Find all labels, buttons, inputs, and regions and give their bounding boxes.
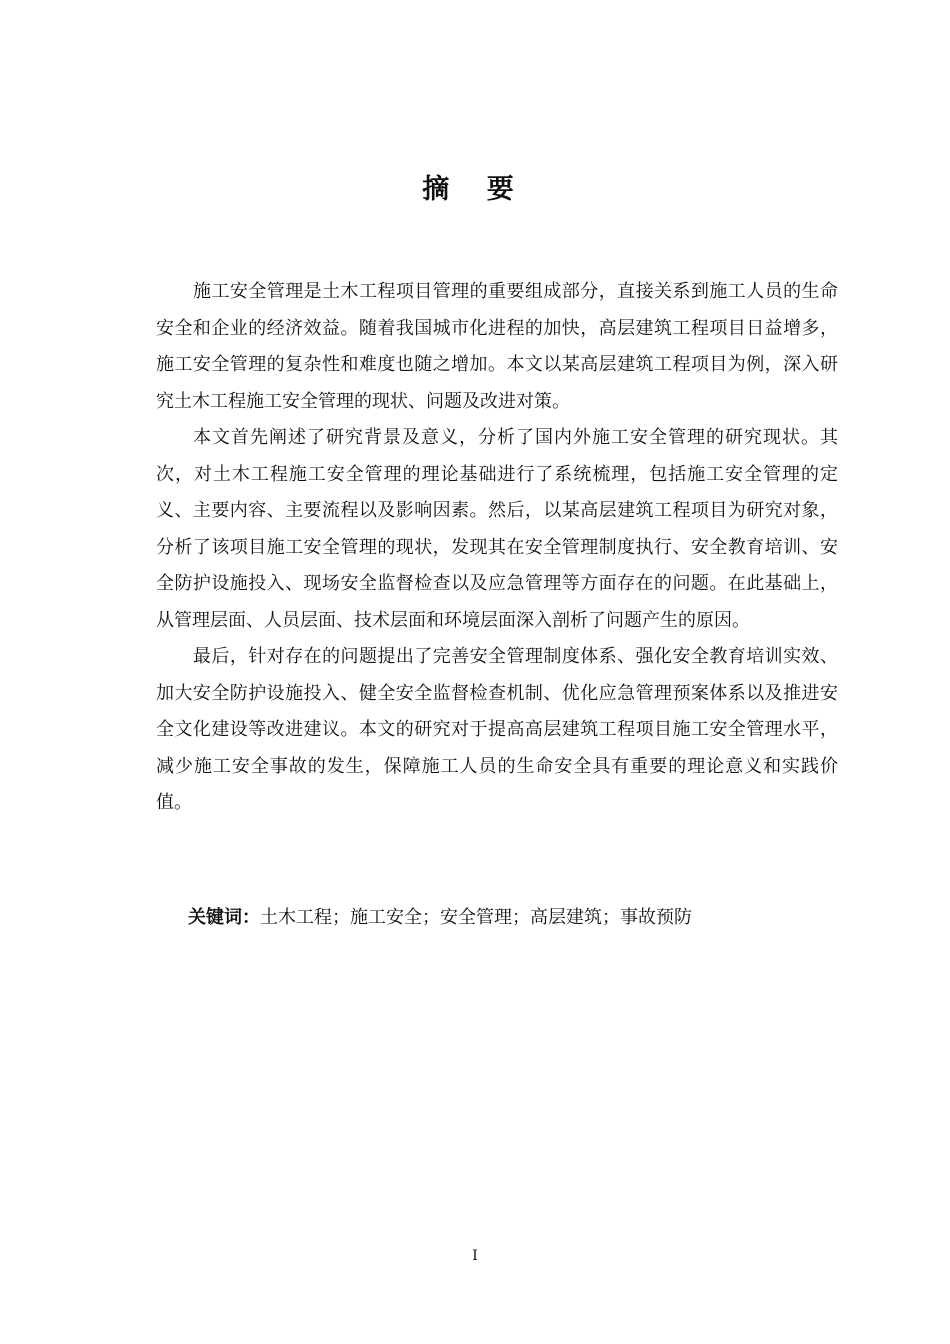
keywords-label: 关键词： bbox=[188, 907, 260, 928]
abstract-body bbox=[156, 274, 838, 822]
abstract-paragraph-1: 施工安全管理是土木工程项目管理的重要组成部分，直接关系到施工人员的生命安全和企业的经济效益。随着我国城市化进程的加快，高层建筑工程项目日益增多，施工安全管理的复杂性和难度也随之增加。本文以某高层建筑工程项目为例，深入研究土木工程施工安全管理的现状、问题及改进对策。 bbox=[156, 281, 838, 412]
abstract-title: 摘 要 bbox=[422, 174, 528, 205]
keywords-value: 土木工程；施工安全；安全管理；高层建筑；事故预防 bbox=[260, 907, 692, 928]
abstract-paragraph-3: 最后，针对存在的问题提出了完善安全管理制度体系、强化安全教育培训实效、加大安全防护设施投入、健全安全监督检查机制、优化应急管理预案体系以及推进安全文化建设等改进建议。本文的研究对于提高高层建筑工程项目施工安全管理水平，减少施工安全事故的发生，保障施工人员的生命安全具有重要的理论意义和实践价值。 bbox=[156, 646, 838, 813]
keywords-line bbox=[188, 900, 838, 936]
abstract-paragraph-2: 本文首先阐述了研究背景及意义，分析了国内外施工安全管理的研究现状。其次，对土木工程施工安全管理的理论基础进行了系统梳理，包括施工安全管理的定义、主要内容、主要流程以及影响因素。然后，以某高层建筑工程项目为研究对象，分析了该项目施工安全管理的现状，发现其在安全管理制度执行、安全教育培训、安全防护设施投入、现场安全监督检查以及应急管理等方面存在的问题。在此基础上，从管理层面、人员层面、技术层面和环境层面深入剖析了问题产生的原因。 bbox=[156, 427, 838, 631]
page-number: I bbox=[472, 1248, 478, 1264]
